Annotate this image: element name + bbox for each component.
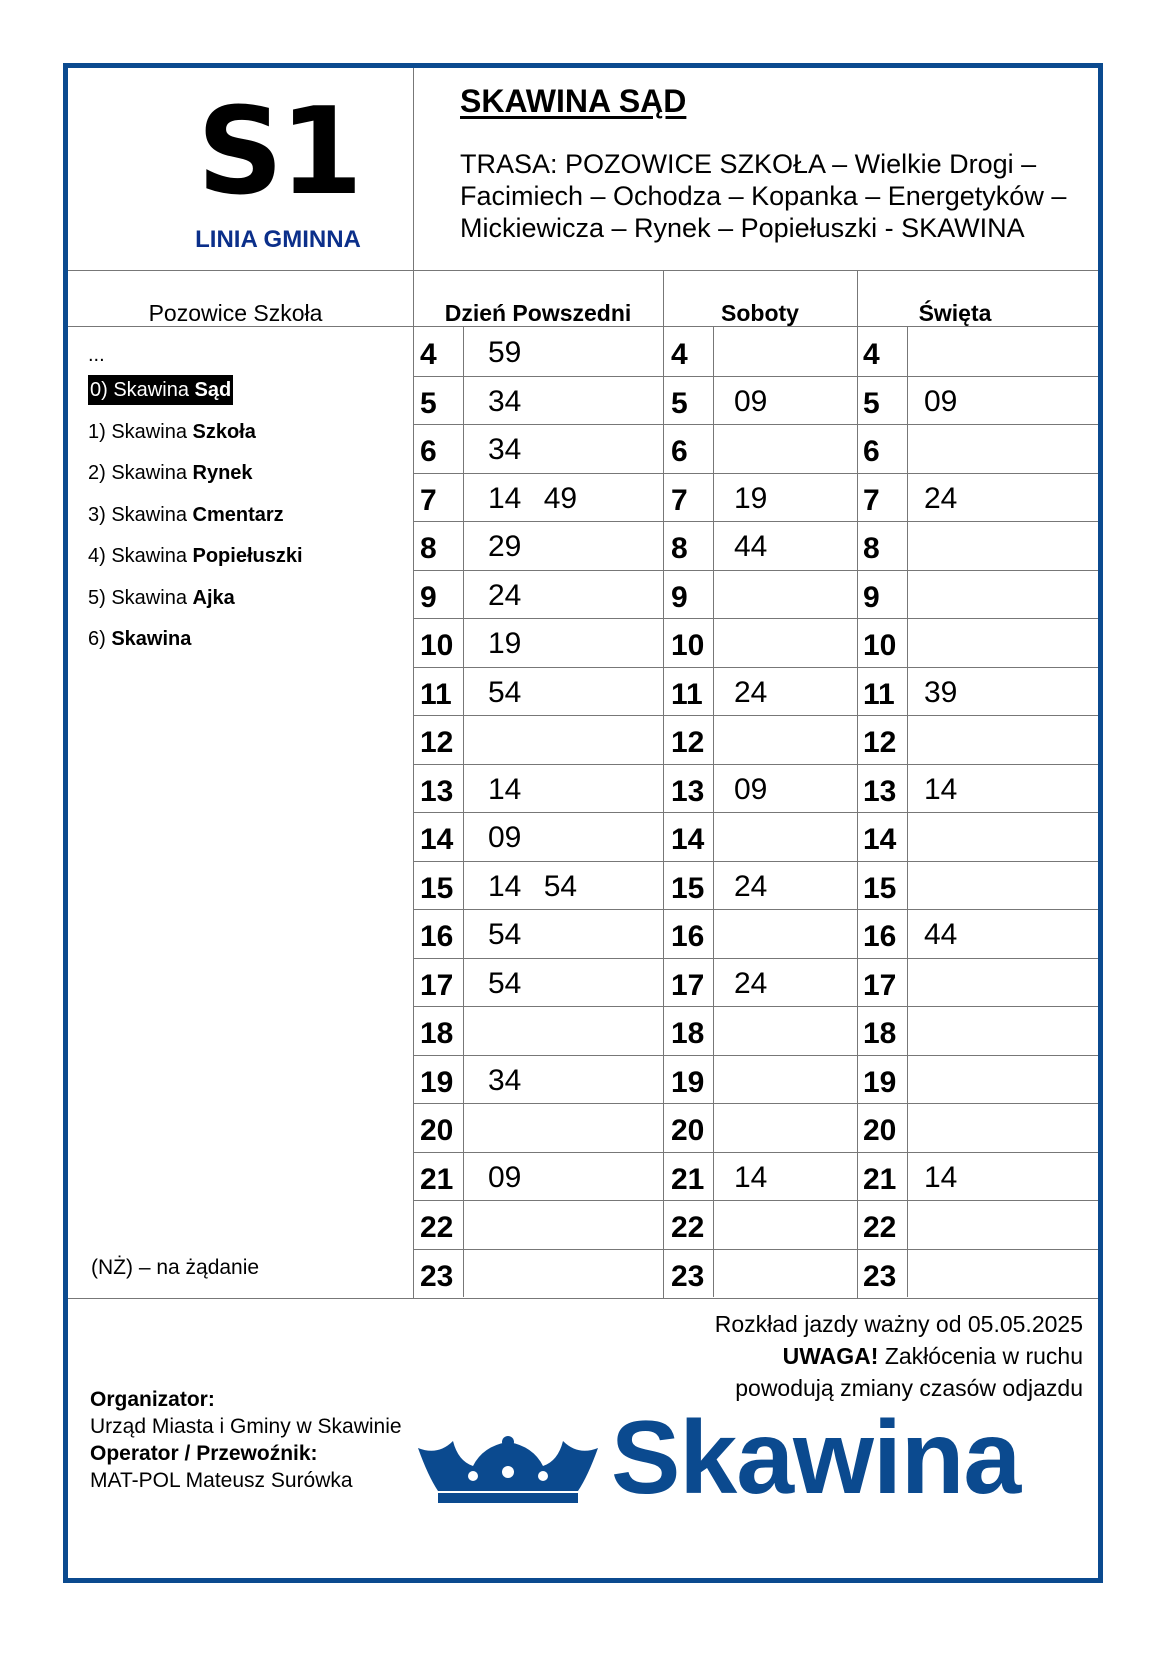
- hour-cell: 17: [671, 968, 705, 1002]
- hour-cell: 22: [863, 1211, 897, 1244]
- stop-list: [88, 340, 303, 661]
- holiday-minutes: 24: [924, 481, 958, 515]
- weekday-minutes: 34: [488, 384, 522, 418]
- warning: [715, 1340, 1083, 1372]
- stop-prefix: 0) Skawina: [90, 379, 195, 401]
- stop-prefix: 6): [88, 628, 112, 650]
- hour-cell: 8: [671, 532, 688, 565]
- weekday-minutes: 14 54: [488, 869, 578, 903]
- hour-cell: 4: [671, 338, 688, 371]
- saturday-minutes: 19: [734, 481, 768, 515]
- hour-cell: 5: [671, 386, 688, 420]
- organizer-name: Urząd Miasta i Gminy w Skawinie: [90, 1415, 402, 1438]
- stop-name: Sąd: [194, 379, 232, 401]
- stop-prefix: 5) Skawina: [88, 586, 193, 609]
- hour-cell: 8: [420, 532, 437, 565]
- hour-cell: 9: [420, 580, 437, 614]
- weekday-minutes: 54: [488, 675, 522, 709]
- row-divider: [413, 1006, 1098, 1007]
- saturday-minutes: 24: [734, 675, 768, 709]
- hour-cell: 21: [420, 1162, 454, 1196]
- route-line: Mickiewicza – Rynek – Popiełuszki - SKAWINA: [460, 213, 1025, 243]
- stop-prefix: 4) Skawina: [88, 545, 193, 567]
- hour-cell: 23: [671, 1259, 705, 1293]
- hour-cell: 6: [420, 435, 437, 468]
- hour-cell: 10: [863, 629, 897, 662]
- stop-item-current: [88, 370, 303, 412]
- hour-cell: 14: [671, 823, 705, 856]
- hour-cell: 10: [671, 629, 705, 662]
- holiday-minutes: 39: [924, 675, 958, 709]
- hour-cell: 17: [420, 968, 454, 1002]
- hour-cell: 17: [863, 968, 897, 1002]
- timetable-frame: [63, 63, 1103, 1583]
- brand-logo-text: Skawina: [611, 1400, 1021, 1516]
- hour-cell: 13: [863, 774, 897, 808]
- hour-cell: 19: [863, 1065, 897, 1099]
- weekday-minutes: 24: [488, 578, 522, 612]
- stop-item: [88, 412, 303, 454]
- hour-cell: 21: [671, 1162, 705, 1196]
- saturday-minutes: 14: [734, 1160, 768, 1194]
- hour-cell: 12: [671, 726, 705, 759]
- stop-item: [88, 495, 303, 537]
- hour-cell: 12: [420, 726, 454, 759]
- hour-cell: 20: [863, 1114, 897, 1147]
- stop-name: Skawina: [111, 628, 192, 650]
- organizer-label: Organizator:: [90, 1388, 215, 1411]
- warning-text: Zakłócenia w ruchu: [878, 1343, 1083, 1369]
- holiday-minutes: 44: [924, 918, 958, 951]
- weekday-minutes: 59: [488, 336, 522, 369]
- hour-cell: 16: [863, 920, 897, 953]
- hour-cell: 18: [863, 1017, 897, 1050]
- organizer-info: [90, 1386, 402, 1494]
- route-description: [460, 148, 1090, 244]
- weekday-minutes: 54: [488, 918, 522, 951]
- hour-cell: 15: [671, 871, 705, 905]
- hour-divider: [713, 327, 714, 1297]
- hour-cell: 8: [863, 532, 880, 565]
- hour-cell: 9: [863, 580, 880, 614]
- hour-cell: 16: [671, 920, 705, 953]
- weekday-heading: Dzień Powszedni: [444, 300, 632, 326]
- hour-divider: [463, 327, 464, 1297]
- holiday-heading: Święta: [918, 300, 992, 326]
- validity-notice: [715, 1308, 1083, 1404]
- hour-cell: 5: [863, 386, 880, 420]
- weekday-minutes: 09: [488, 821, 522, 854]
- saturday-minutes: 09: [734, 772, 768, 806]
- route-line: TRASA: POZOWICE SZKOŁA – Wielkie Drogi –: [460, 149, 1037, 179]
- hour-cell: 13: [671, 774, 705, 808]
- stop-name: Cmentarz: [192, 503, 284, 526]
- stop-prefix: 2) Skawina: [88, 462, 193, 484]
- weekday-minutes: 19: [488, 627, 522, 660]
- route-line: Facimiech – Ochodza – Kopanka – Energetyków –: [460, 181, 1067, 211]
- weekday-minutes: 14 49: [488, 481, 578, 515]
- hour-cell: 9: [671, 580, 688, 614]
- hour-cell: 7: [863, 483, 880, 517]
- stop-item: [88, 578, 303, 620]
- hour-cell: 19: [420, 1065, 454, 1099]
- divider-header: [68, 270, 1098, 271]
- hour-cell: 10: [420, 629, 454, 662]
- hour-cell: 7: [671, 483, 688, 517]
- saturday-minutes: 24: [734, 869, 768, 903]
- on-request-note: (NŻ) – na żądanie: [91, 1256, 260, 1279]
- warning-text: powodują zmiany czasów odjazdu: [735, 1375, 1083, 1401]
- hour-cell: 18: [420, 1017, 454, 1050]
- valid-from: Rozkład jazdy ważny od 05.05.2025: [714, 1311, 1083, 1337]
- hour-cell: 18: [671, 1017, 705, 1050]
- divider-footer: [68, 1298, 1098, 1299]
- row-divider: [413, 1249, 1098, 1250]
- hour-cell: 13: [420, 774, 454, 808]
- weekday-minutes: 29: [488, 530, 522, 563]
- weekday-minutes: 09: [488, 1160, 522, 1194]
- hour-cell: 6: [671, 435, 688, 468]
- saturday-minutes: 44: [734, 530, 768, 563]
- holiday-minutes: 14: [924, 1160, 958, 1194]
- stop-item: [88, 619, 303, 661]
- stop-item: [88, 536, 303, 578]
- row-divider: [413, 1103, 1098, 1104]
- hour-cell: 4: [863, 338, 880, 371]
- saturday-minutes: 09: [734, 384, 768, 418]
- stop-list-ellipsis: ...: [88, 344, 105, 366]
- row-divider: [413, 715, 1098, 716]
- weekday-minutes: 54: [488, 966, 522, 1000]
- hour-cell: 15: [420, 871, 454, 905]
- hour-cell: 5: [420, 386, 437, 420]
- stop-name: Ajka: [192, 586, 235, 609]
- saturday-heading: Soboty: [721, 300, 799, 326]
- hour-cell: 11: [671, 677, 703, 711]
- stop-name: Rynek: [192, 462, 253, 484]
- divider-left: [413, 68, 414, 1298]
- hour-cell: 19: [671, 1065, 705, 1099]
- hour-cell: 21: [863, 1162, 897, 1196]
- operator-label: Operator / Przewoźnik:: [90, 1442, 318, 1465]
- hour-cell: 22: [420, 1211, 454, 1244]
- hour-cell: 20: [671, 1114, 705, 1147]
- hour-cell: 11: [420, 677, 452, 711]
- holiday-minutes: 14: [924, 772, 958, 806]
- origin-heading: Pozowice Szkoła: [148, 300, 323, 326]
- line-number: S1: [197, 83, 359, 222]
- warning-label: UWAGA!: [782, 1343, 879, 1369]
- line-type: LINIA GMINNA: [195, 226, 361, 253]
- crown-logo-icon: [413, 1436, 603, 1506]
- hour-cell: 23: [420, 1259, 454, 1293]
- weekday-minutes: 34: [488, 1063, 522, 1097]
- stop-prefix: 3) Skawina: [88, 503, 193, 526]
- hour-cell: 12: [863, 726, 897, 759]
- row-divider: [413, 1200, 1098, 1201]
- hour-cell: 15: [863, 871, 897, 905]
- hour-cell: 14: [420, 823, 454, 856]
- hour-cell: 22: [671, 1211, 705, 1244]
- stop-name: Szkoła: [192, 420, 256, 443]
- hour-cell: 20: [420, 1114, 454, 1147]
- stop-item: [88, 453, 303, 495]
- hour-cell: 6: [863, 435, 880, 468]
- weekday-minutes: 34: [488, 433, 522, 466]
- hour-divider: [907, 327, 908, 1297]
- weekday-minutes: 14: [488, 772, 522, 806]
- saturday-minutes: 24: [734, 966, 768, 1000]
- hour-cell: 14: [863, 823, 897, 856]
- hour-cell: 11: [863, 677, 895, 711]
- hour-cell: 23: [863, 1259, 897, 1293]
- hour-cell: 7: [420, 483, 437, 517]
- stop-name: Popiełuszki: [192, 545, 303, 567]
- hour-cell: 4: [420, 338, 437, 371]
- hour-cell: 16: [420, 920, 454, 953]
- stop-prefix: 1) Skawina: [88, 420, 193, 443]
- holiday-minutes: 09: [924, 384, 958, 418]
- stop-title: SKAWINA SĄD: [460, 83, 687, 119]
- operator-name: MAT-POL Mateusz Surówka: [90, 1469, 353, 1492]
